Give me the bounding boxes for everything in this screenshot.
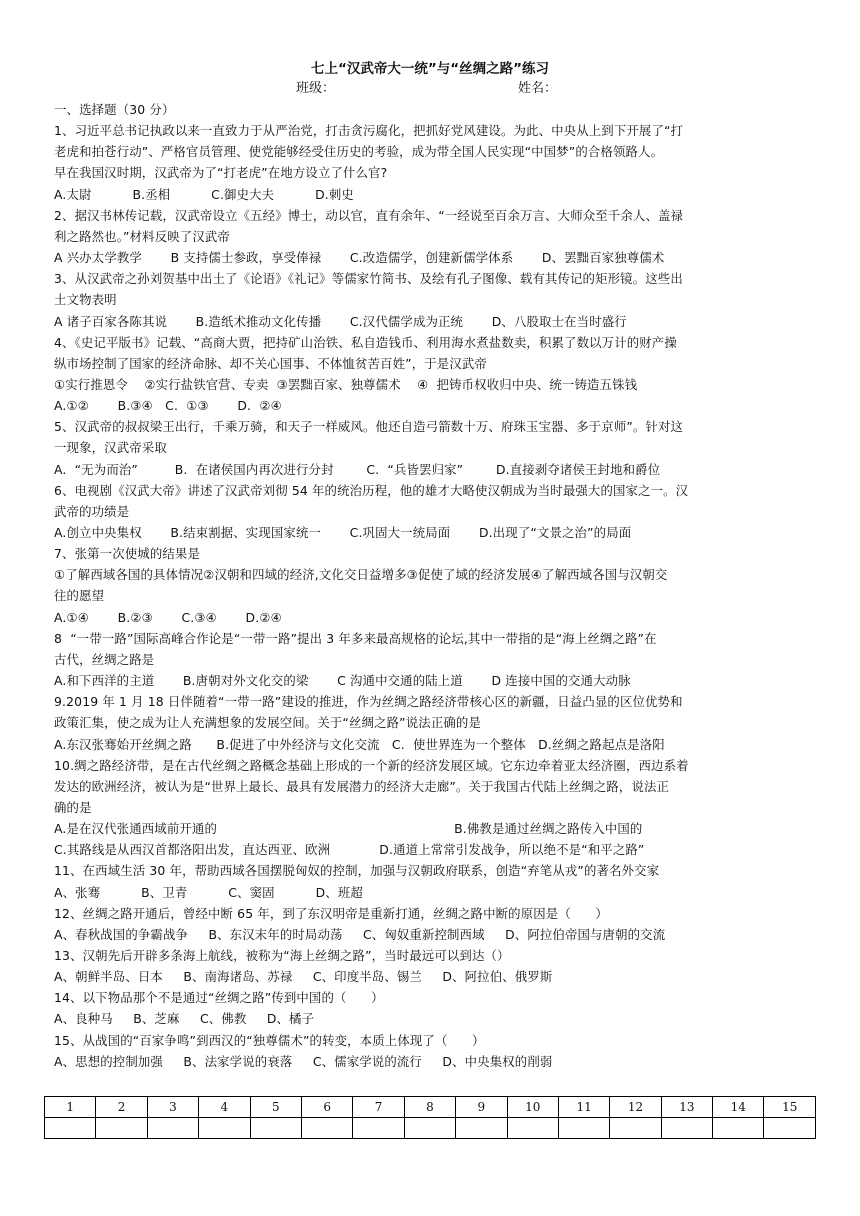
- text-line: 政策汇集，使之成为让人充满想象的发展空间。关于“丝绸之路”说法正确的是: [54, 715, 481, 731]
- text-line: 1、习近平总书记执政以来一直致力于从严治党，打击贪污腐化，把抓好党风建设。为此、中央从上到下开展了“打: [54, 123, 684, 139]
- answer-cell[interactable]: [199, 1118, 250, 1139]
- text-line: 14、以下物品那个不是通过“丝绸之路”传到中国的（ ）: [54, 990, 384, 1006]
- page-title: 七上“汉武帝大一统”与“丝绸之路”练习: [311, 61, 549, 77]
- text-line: A. “无为而治” B. 在诸侯国内再次进行分封 C. “兵皆罢归家” D.直接剥夺诸侯王封地和爵位: [54, 461, 661, 477]
- answer-cell[interactable]: [353, 1118, 404, 1139]
- answer-number-cell: 5: [250, 1097, 301, 1118]
- text-line: A.创立中央集权 B.结束割据、实现国家统一 C.巩固大一统局面 D.出现了“文景之治”的局面: [54, 525, 632, 540]
- text-line: 13、汉朝先后开辟多条海上航线，被称为“海上丝绸之路”，当时最远可以到达（）: [54, 948, 510, 963]
- answer-cell[interactable]: [507, 1118, 558, 1139]
- answer-cell[interactable]: [610, 1118, 661, 1139]
- text-line: 5、汉武帝的叔叔梁王出行，千乘万骑，和天子一样威风。他还自造弓箭数十万、府珠玉宝器、多于京师”。针对这: [54, 419, 684, 435]
- answer-cell[interactable]: [456, 1118, 507, 1139]
- answer-cell[interactable]: [661, 1118, 712, 1139]
- text-line: A 兴办太学教学 B 支持儒士参政，享受俸禄 C.改造儒学，创建新儒学体系 D、罢黜百家独尊儒术: [54, 250, 665, 266]
- answer-cell[interactable]: [764, 1118, 816, 1139]
- text-line: 11、在西域生活 30 年，帮助西域各国摆脱匈奴的控制，加强与汉朝政府联系，创造“弃笔从戎”的著名外交家: [54, 863, 660, 879]
- text-line: 一现象，汉武帝采取: [54, 440, 167, 456]
- text-line: A.①④ B.②③ C.③④ D.②④: [54, 609, 282, 625]
- answer-number-cell: 2: [96, 1097, 147, 1118]
- text-line: 古代，丝绸之路是: [54, 651, 155, 667]
- answer-table: [44, 1096, 816, 1139]
- text-line: 纵市场控制了国家的经济命脉、却不关心国事、不体恤贫苦百姓”，于是汉武帝: [54, 355, 487, 371]
- answer-number-cell: 10: [507, 1097, 558, 1118]
- text-line: 武帝的功绩是: [54, 503, 130, 519]
- text-line: ①了解西域各国的具体情况②汉朝和四域的经济,文化交日益增多③促使了域的经济发展④了解西域各国与汉朝交: [54, 567, 668, 583]
- text-line: A.①② B.③④ C. ①③ D. ②④: [54, 398, 282, 414]
- answer-number-cell: 14: [713, 1097, 764, 1118]
- text-line: 7、张第一次使城的结果是: [54, 546, 200, 562]
- text-line: 利之路然也。”材料反映了汉武帝: [54, 228, 230, 244]
- answer-number-cell: 12: [610, 1097, 661, 1118]
- answer-cell[interactable]: [45, 1118, 96, 1139]
- answer-number-cell: 7: [353, 1097, 404, 1118]
- text-line: 8 “一带一路”国际高峰合作论是“一带一路”提出 3 年多来最高规格的论坛,其中一带指的是“海上丝绸之路”在: [54, 630, 657, 646]
- text-line: 2、据汉书林传记载，汉武帝设立《五经》博士，动以官，直有余年、“一经说至百余万言、大师众至千余人、盖禄: [54, 207, 684, 223]
- text-line: A.和下西洋的主道 B.唐朝对外文化交的梁 C 沟通中交通的陆上道 D 连接中国的交通大动脉: [54, 673, 631, 689]
- answer-table-answer-row: [45, 1118, 816, 1139]
- text-line: 确的是: [54, 799, 92, 815]
- text-line: C.其路线是从西汉首都洛阳出发，直达西亚、欧洲 D.通道上常常引发战争，所以绝不是“和平之路”: [54, 842, 645, 858]
- answer-cell[interactable]: [558, 1118, 609, 1139]
- text-line: A、朝鲜半岛、日本 B、南海诸岛、苏禄 C、印度半岛、锡兰 D、阿拉伯、俄罗斯: [54, 969, 553, 985]
- text-line: 9.2019 年 1 月 18 日伴随着“一带一路”建设的推进，作为丝绸之路经济带核心区的新疆，日益凸显的区位优势和: [54, 694, 683, 710]
- text-line: 6、电视剧《汉武大帝》讲述了汉武帝刘彻 54 年的统治历程，他的雄才大略使汉朝成为当时最强大的国家之一。汉: [54, 482, 689, 498]
- answer-cell[interactable]: [250, 1118, 301, 1139]
- answer-number-cell: 6: [301, 1097, 352, 1118]
- text-line: 4、《史记平版书》记载、“高商大贾，把持矿山治铁、私自造钱币、利用海水煮盐数卖，积累了数以万计的财产操: [54, 334, 677, 350]
- text-line: A.东汉张骞始开丝绸之路 B.促进了中外经济与文化交流 C. 使世界连为一个整体 D.丝绸之路起点是洛阳: [54, 736, 665, 752]
- class-label: 班级：: [296, 81, 336, 96]
- answer-cell[interactable]: [713, 1118, 764, 1139]
- answer-number-cell: 13: [661, 1097, 712, 1118]
- text-line: 12、丝绸之路开通后，曾经中断 65 年，到了东汉明帝是重新打通，丝绸之路中断的原因是（ ）: [54, 905, 608, 921]
- answer-cell[interactable]: [404, 1118, 455, 1139]
- text-line: A、思想的控制加强 B、法家学说的衰落 C、儒家学说的流行 D、中央集权的削弱: [54, 1053, 553, 1069]
- answer-number-cell: 3: [147, 1097, 198, 1118]
- text-line: 10.绸之路经济带，是在古代丝绸之路概念基础上形成的一个新的经济发展区域。它东边牵着亚太经济圈，西边系着: [54, 757, 689, 773]
- answer-number-cell: 1: [45, 1097, 96, 1118]
- answer-cell[interactable]: [147, 1118, 198, 1139]
- answer-cell[interactable]: [301, 1118, 352, 1139]
- text-line: 老虎和拍苍行动”、严格官员管理、使党能够经受住历史的考验，成为带全国人民实现“中国梦”的合格领路人。: [54, 144, 664, 160]
- answer-number-cell: 9: [456, 1097, 507, 1118]
- text-line: A.太尉 B.丞相 C.御史大夫 D.刺史: [54, 186, 354, 202]
- text-line: 土文物表明: [54, 292, 117, 308]
- answer-number-cell: 8: [404, 1097, 455, 1118]
- name-label: 姓名：: [518, 81, 558, 96]
- text-line: A.是在汉代张通西域前开通的 B.佛教是通过丝绸之路传入中国的: [54, 821, 643, 837]
- text-line: A、春秋战国的争霸战争 B、东汉末年的时局动荡 C、匈奴重新控制西域 D、阿拉伯帝国与唐朝的交流: [54, 926, 666, 942]
- text-line: 一、选择题（30 分）: [54, 102, 175, 117]
- text-line: 3、从汉武帝之孙刘贺基中出土了《论语》《礼记》等儒家竹简书、及绘有孔子图像、载有其传记的矩形镜。这些出: [54, 271, 683, 287]
- answer-number-cell: 15: [764, 1097, 816, 1118]
- text-line: A、良种马 B、芝麻 C、佛教 D、橘子: [54, 1011, 315, 1027]
- text-line: ①实行推恩令 ②实行盐铁官营、专卖 ③罢黜百家、独尊儒术 ④ 把铸币权收归中央、统一铸造五铢钱: [54, 376, 638, 392]
- text-line: A 诸子百家各陈其说 B.造纸术推动文化传播 C.汉代儒学成为正统 D、八股取士在当时盛行: [54, 313, 627, 329]
- answer-number-cell: 4: [199, 1097, 250, 1118]
- text-line: 15、从战国的“百家争鸣”到西汉的“独尊儒术”的转变，本质上体现了（ ）: [54, 1032, 485, 1048]
- text-line: A、张骞 B、卫青 C、窦固 D、班超: [54, 884, 363, 900]
- text-line: 早在我国汉时期，汉武帝为了“打老虎”在地方设立了什么官?: [54, 165, 388, 181]
- text-line: 往的愿望: [54, 588, 105, 604]
- text-line: 发达的欧洲经济，被认为是“世界上最长、最具有发展潜力的经济大走廊”。关于我国古代陆上丝绸之路，说法正: [54, 778, 670, 794]
- answer-table-header-row: [45, 1097, 816, 1118]
- answer-cell[interactable]: [96, 1118, 147, 1139]
- answer-number-cell: 11: [558, 1097, 609, 1118]
